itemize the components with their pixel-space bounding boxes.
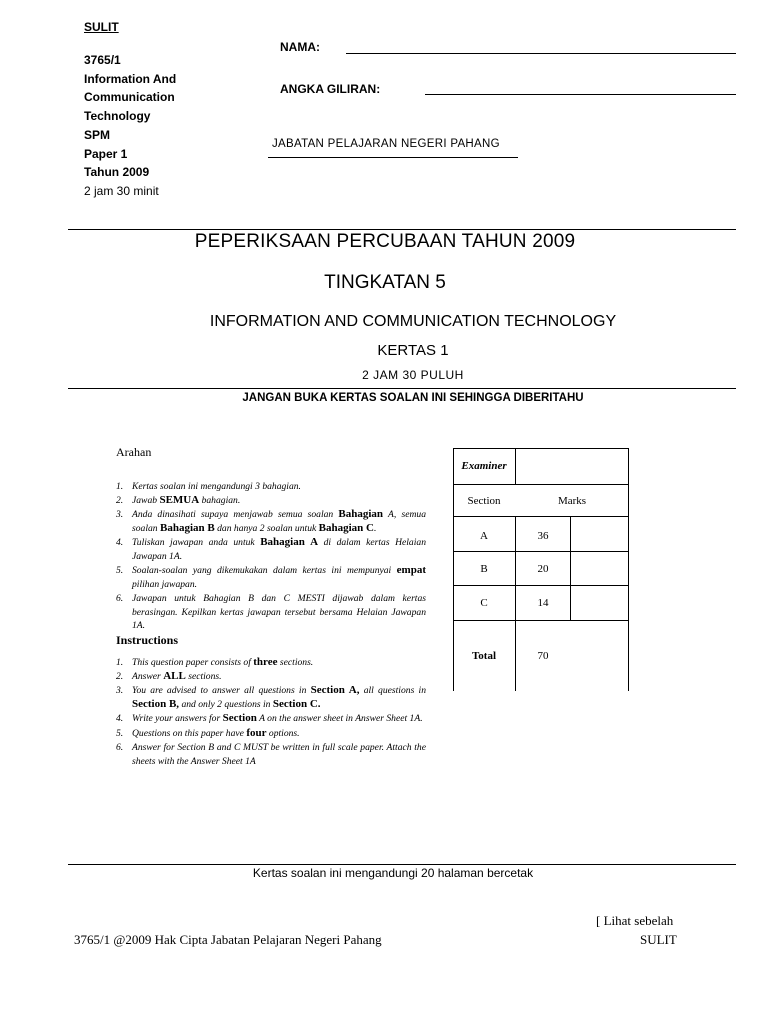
list-item: 5. Soalan-soalan yang dikemukakan dalam kertas ini mempunyai empat pilihan jawapan.: [116, 563, 426, 590]
arahan-list: [116, 480, 426, 633]
examiner-table: [453, 448, 629, 691]
divider-bottom: [68, 864, 736, 865]
examiner-header: Examiner: [461, 460, 507, 472]
paper-code: 3765/1: [84, 53, 121, 67]
total-label: Total: [471, 650, 497, 662]
level: SPM: [84, 127, 111, 142]
section-cell: B: [480, 563, 488, 575]
sulit-label: SULIT: [84, 20, 119, 34]
section-cell: C: [480, 597, 488, 609]
instructions-list: [116, 656, 426, 769]
paper-info: [84, 51, 176, 201]
subject-line-2: Communication: [84, 90, 175, 105]
arahan-heading: Arahan: [116, 445, 152, 459]
nama-label: NAMA:: [280, 40, 320, 54]
marks-header: Marks: [557, 495, 587, 507]
list-item: 2. Jawab SEMUA bahagian.: [116, 493, 241, 506]
angka-giliran-label: ANGKA GILIRAN:: [280, 82, 381, 96]
copyright-text: 3765/1 @2009 Hak Cipta Jabatan Pelajaran Negeri Pahang: [74, 932, 382, 947]
nama-field[interactable]: [346, 53, 736, 54]
marks-cell: 14: [537, 597, 549, 609]
paper-year: Tahun 2009: [84, 165, 150, 180]
list-item: 1. This question paper consists of three sections.: [116, 655, 314, 668]
list-item: 5. Questions on this paper have four options.: [116, 726, 300, 739]
list-item: 1. Kertas soalan ini mengandungi 3 bahagian.: [116, 480, 301, 492]
paper-duration: 2 jam 30 minit: [84, 183, 159, 198]
list-item: 3. You are advised to answer all questions in Section A, all questions in Section B, and only 2 questions in Section C.: [116, 684, 426, 710]
section-cell: A: [480, 530, 488, 542]
instructions-heading: Instructions: [116, 632, 179, 647]
paper-title: KERTAS 1: [377, 342, 449, 359]
exam-title: PEPERIKSAAN PERCUBAAN TAHUN 2009: [194, 231, 576, 252]
list-item: 2. Answer ALL sections.: [116, 669, 222, 682]
divider-middle: [68, 388, 736, 389]
marks-cell: 20: [537, 563, 549, 575]
subject-title: INFORMATION AND COMMUNICATION TECHNOLOGY: [209, 313, 617, 330]
list-item: 6. Jawapan untuk Bahagian B dan C MESTI dijawab dalam kertas berasingan. Kepilkan kertas jawapan tersebut bersama Helaian Jawapan 1A.: [116, 592, 426, 632]
subject-line-1: Information And: [84, 71, 177, 86]
section-header: Section: [467, 495, 501, 507]
marks-cell: 36: [537, 530, 549, 542]
form-level: TINGKATAN 5: [324, 272, 446, 293]
duration-title: 2 JAM 30 PULUH: [362, 368, 464, 382]
list-item: 3. Anda dinasihati supaya menjawab semua soalan Bahagian A, semua soalan Bahagian B dan hanya 2 soalan untuk Bahagian C.: [116, 508, 426, 534]
page-count-text: Kertas soalan ini mengandungi 20 halaman bercetak: [252, 866, 534, 880]
list-item: 4. Write your answers for Section A on the answer sheet in Answer Sheet 1A.: [116, 712, 423, 725]
angka-giliran-field[interactable]: [425, 94, 736, 95]
department-underline: [268, 157, 518, 158]
department-name: JABATAN PELAJARAN NEGERI PAHANG: [272, 138, 500, 150]
divider-top: [68, 229, 736, 230]
sulit-footer: SULIT: [640, 932, 677, 947]
list-item: 4. Tuliskan jawapan anda untuk Bahagian A di dalam kertas Helaian Jawapan 1A.: [116, 536, 426, 562]
total-marks: 70: [537, 650, 549, 662]
instructions-block: [116, 446, 426, 769]
subject-line-3: Technology: [84, 109, 151, 124]
paper-number: Paper 1: [84, 146, 128, 161]
warning-text: JANGAN BUKA KERTAS SOALAN INI SEHINGGA DIBERITAHU: [242, 392, 584, 404]
turn-over-note: [ Lihat sebelah: [596, 913, 674, 928]
list-item: 6. Answer for Section B and C MUST be written in full scale paper. Attach the sheets with the Answer Sheet 1A: [116, 741, 426, 767]
